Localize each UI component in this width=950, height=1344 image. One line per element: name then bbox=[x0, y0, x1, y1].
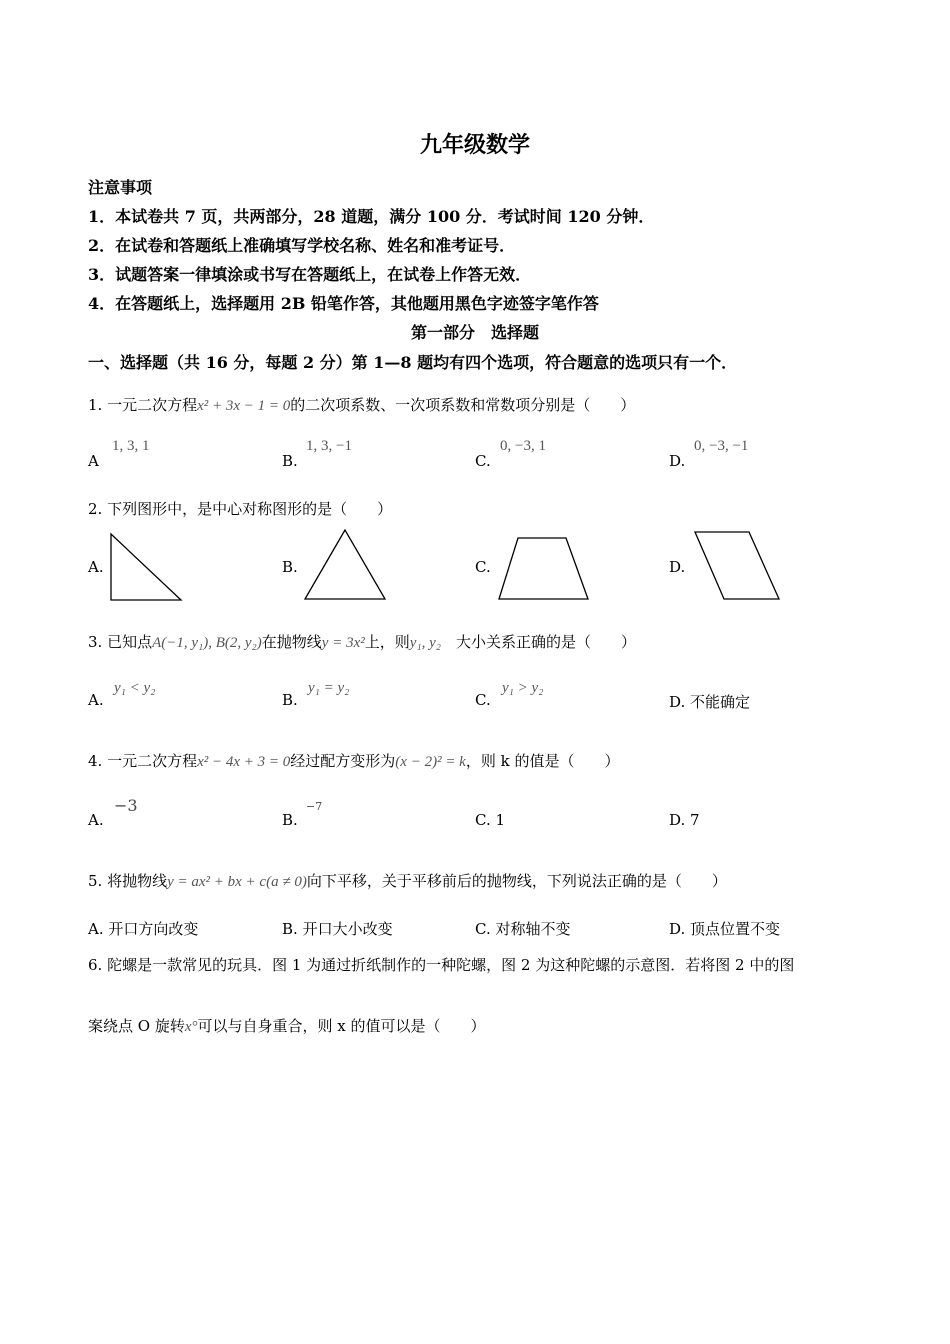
q1-option-a-label: A bbox=[88, 452, 99, 470]
q1-option-b-label: B. bbox=[282, 452, 298, 470]
q5-option-a-value: 开口方向改变 bbox=[108, 920, 199, 938]
q3-post: 大小关系正确的是（ ） bbox=[441, 633, 637, 651]
question-2: 2. 下列图形中，是中心对称图形的是（ ） bbox=[88, 500, 393, 518]
q3-option-a-label: A. bbox=[88, 691, 104, 709]
q5-option-d-letter: D. bbox=[669, 920, 686, 938]
page-title: 九年级数学 bbox=[419, 132, 530, 158]
q2-option-a-label: A. bbox=[88, 558, 104, 576]
notice-item-4: 4．在答题纸上，选择题用 2B 铅笔作答，其他题用黑色字迹签字笔作答 bbox=[88, 294, 599, 313]
q4-option-d-value: 7 bbox=[690, 811, 700, 829]
q4-math-square: (x − 2)² = k bbox=[395, 754, 466, 770]
question-6-line-1: 6. 陀螺是一款常见的玩具．图 1 为通过折纸制作的一种陀螺，图 2 为这种陀螺的示意图．若将图 2 中的图 bbox=[88, 956, 795, 974]
question-5 bbox=[88, 870, 727, 891]
q3-option-d-value: 不能确定 bbox=[690, 693, 751, 711]
q3-mid: 在抛物线 bbox=[261, 633, 322, 651]
q4-pre: 4. 一元二次方程 bbox=[88, 752, 198, 770]
q5-option-d bbox=[669, 918, 780, 939]
question-4 bbox=[88, 750, 619, 771]
q3-option-a-value: y₁ < y₂ bbox=[114, 680, 156, 696]
q2-option-d-label: D. bbox=[669, 558, 686, 576]
q2-option-b-label: B. bbox=[282, 558, 298, 576]
q4-option-d-letter: D. bbox=[669, 811, 686, 829]
section-heading: 一、选择题（共 16 分，每题 2 分）第 1—8 题均有四个选项，符合题意的选项只有一个． bbox=[88, 353, 738, 372]
q1-option-b-value: 1, 3, −1 bbox=[306, 438, 352, 454]
q1-option-c-value: 0, −3, 1 bbox=[500, 438, 546, 454]
q5-option-a-letter: A. bbox=[88, 920, 104, 938]
q5-option-c-value: 对称轴不变 bbox=[495, 920, 571, 938]
q5-option-a bbox=[88, 918, 198, 939]
q4-option-a-label: A. bbox=[88, 811, 104, 829]
q4-option-c-value: 1 bbox=[495, 811, 506, 829]
q5-option-b bbox=[282, 918, 393, 939]
q5-post: 向下平移，关于平移前后的抛物线，下列说法正确的是（ ） bbox=[306, 872, 727, 890]
q4-option-d-label bbox=[669, 811, 700, 829]
q5-option-b-letter: B. bbox=[282, 920, 298, 938]
q3-option-c-label: C. bbox=[475, 691, 491, 709]
q4-post: ，则 k 的值是（ ） bbox=[465, 752, 620, 770]
q4-option-c-label bbox=[475, 811, 505, 829]
q6-line2-post: 可以与自身重合，则 x 的值可以是（ ） bbox=[197, 1017, 486, 1035]
q1-post: 的二次项系数、一次项系数和常数项分别是（ ） bbox=[290, 396, 636, 414]
right-triangle-figure bbox=[108, 532, 184, 604]
question-6-line-2 bbox=[88, 1015, 486, 1036]
q5-math: y = ax² + bx + c(a ≠ 0) bbox=[167, 874, 307, 890]
q3-option-b-value: y₁ = y₂ bbox=[308, 680, 350, 696]
q2-option-c-label: C. bbox=[475, 558, 491, 576]
question-3 bbox=[88, 631, 636, 652]
q1-math: x² + 3x − 1 = 0 bbox=[197, 398, 291, 414]
q3-pre: 3. 已知点 bbox=[88, 633, 153, 651]
q4-option-c-letter: C. bbox=[475, 811, 491, 829]
q3-option-c-value: y₁ > y₂ bbox=[502, 680, 544, 696]
q3-option-b-label: B. bbox=[282, 691, 298, 709]
q1-pre: 1. 一元二次方程 bbox=[88, 396, 198, 414]
q3-math-parabola: y = 3x² bbox=[321, 635, 365, 651]
q5-option-c-letter: C. bbox=[475, 920, 491, 938]
q6-line2-pre: 案绕点 O 旋转 bbox=[88, 1017, 185, 1035]
q1-option-a-value: 1, 3, 1 bbox=[112, 438, 150, 454]
notice-heading: 注意事项 bbox=[88, 178, 153, 197]
notice-item-2: 2．在试卷和答题纸上准确填写学校名称、姓名和准考证号． bbox=[88, 236, 516, 255]
trapezoid-figure bbox=[496, 535, 592, 603]
q4-mid: 经过配方变形为 bbox=[290, 752, 396, 770]
q1-option-d-label: D. bbox=[669, 452, 686, 470]
question-1 bbox=[88, 394, 635, 415]
q3-mid2: 上，则 bbox=[364, 633, 410, 651]
q5-option-c bbox=[475, 918, 571, 939]
q3-option-d-label bbox=[669, 691, 750, 712]
q5-option-b-value: 开口大小改变 bbox=[302, 920, 393, 938]
q4-option-a-value: −3 bbox=[114, 796, 138, 815]
q3-option-d-letter: D. bbox=[669, 693, 686, 711]
q6-math: x° bbox=[184, 1019, 198, 1035]
q1-option-c-label: C. bbox=[475, 452, 491, 470]
q4-math-equation: x² − 4x + 3 = 0 bbox=[197, 754, 291, 770]
q4-option-b-label: B. bbox=[282, 811, 298, 829]
q1-option-d-value: 0, −3, −1 bbox=[694, 438, 749, 454]
notice-item-1: 1．本试卷共 7 页，共两部分，28 道题，满分 100 分．考试时间 120 分钟． bbox=[88, 207, 655, 226]
parallelogram-figure bbox=[692, 529, 784, 603]
part-title: 第一部分 选择题 bbox=[410, 323, 539, 342]
q4-option-b-value: −7 bbox=[306, 800, 323, 813]
q5-pre: 5. 将抛物线 bbox=[88, 872, 168, 890]
triangle-figure bbox=[302, 527, 388, 603]
q3-math-vars: y₁, y₂ bbox=[409, 635, 441, 651]
q3-math-points: A(−1, y₁), B(2, y₂) bbox=[152, 635, 262, 651]
q5-option-d-value: 顶点位置不变 bbox=[690, 920, 781, 938]
notice-item-3: 3．试题答案一律填涂或书写在答题纸上，在试卷上作答无效． bbox=[88, 265, 532, 284]
